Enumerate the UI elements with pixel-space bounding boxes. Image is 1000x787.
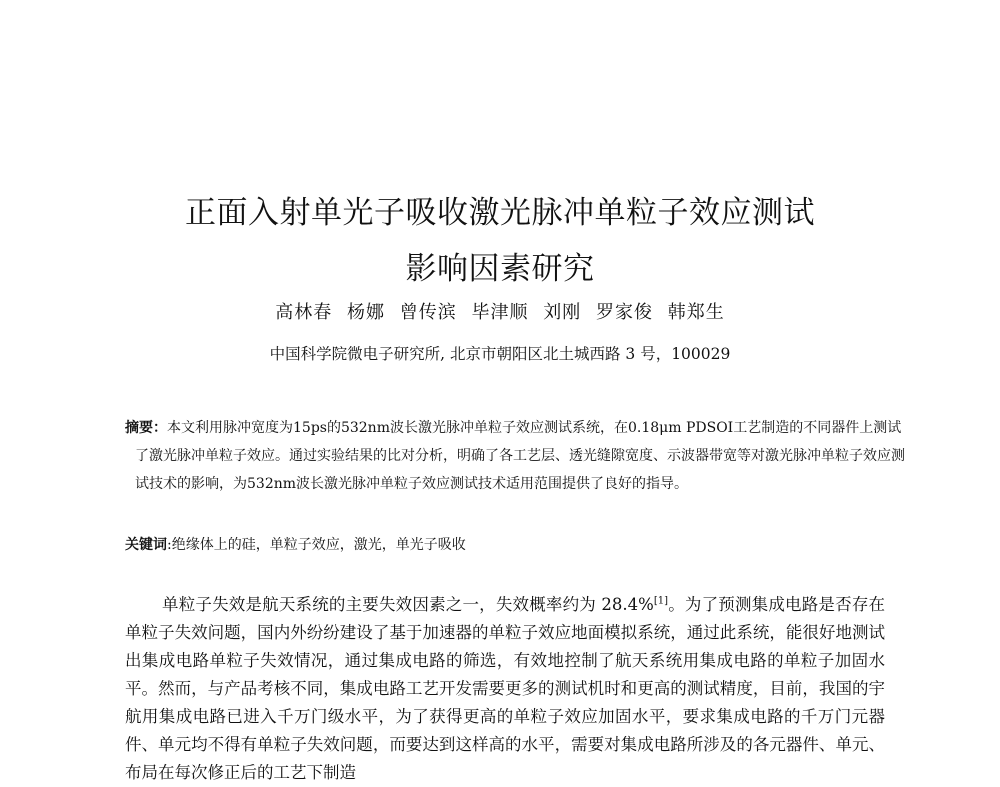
keywords — [125, 532, 903, 558]
author: 曾传滨 — [399, 302, 457, 323]
author-list — [0, 298, 1000, 324]
abstract — [125, 414, 913, 498]
paper-title-line1: 正面入射单光子吸收激光脉冲单粒子效应测试 — [185, 195, 815, 231]
author: 高林春 — [275, 302, 333, 323]
author: 刘刚 — [543, 302, 582, 323]
body-text-part2: 。为了预测集成电路是否存在单粒子失效问题，国内外纷纷建设了基于加速器的单粒子效应地面模拟系统，通过此系统，能很好地测试出集成电路单粒子失效情况，通过集成电路的筛选，有效地控制了航天系统用集成电路的单粒子加固水平。然而，与产品考核不同，集成电路工艺开发需要更多的测试机时和更高的测试精度，目前，我国的宇航用集成电路已进入千万门级水平，为了获得更高的单粒子效应加固水平，要求集成电路的千万门元器件、单元均不得有单粒子失效问题，而要达到这样高的水平，需要对集成电路所涉及的各元器件、单元、布局在每次修正后的工艺下制造 — [125, 595, 886, 782]
body-text-part1: 单粒子失效是航天系统的主要失效因素之一，失效概率约为 28.4% — [162, 595, 654, 614]
author: 杨娜 — [347, 302, 386, 323]
keywords-text: :绝缘体上的硅，单粒子效应，激光，单光子吸收 — [167, 537, 466, 553]
paper-title-line2: 影响因素研究 — [405, 251, 595, 287]
body-paragraph — [125, 591, 885, 787]
author: 罗家俊 — [595, 302, 653, 323]
author: 韩郑生 — [667, 302, 725, 323]
abstract-label: 摘要： — [125, 420, 167, 436]
citation-ref: [1] — [653, 595, 669, 607]
author: 毕津顺 — [471, 302, 529, 323]
affiliation: 中国科学院微电子研究所, 北京市朝阳区北土城西路 3 号，100029 — [269, 345, 731, 363]
keywords-label: 关键词 — [125, 537, 167, 553]
abstract-text: 本文利用脉冲宽度为15ps的532nm波长激光脉冲单粒子效应测试系统，在0.18μm PDSOI工艺制造的不同器件上测试了激光脉冲单粒子效应。通过实验结果的比对分析，明确了各工艺层、透光缝隙宽度、示波器带宽等对激光脉冲单粒子效应测试技术的影响，为532nm波长激光脉冲单粒子效应测试技术适用范围提供了良好的指导。 — [135, 420, 905, 492]
